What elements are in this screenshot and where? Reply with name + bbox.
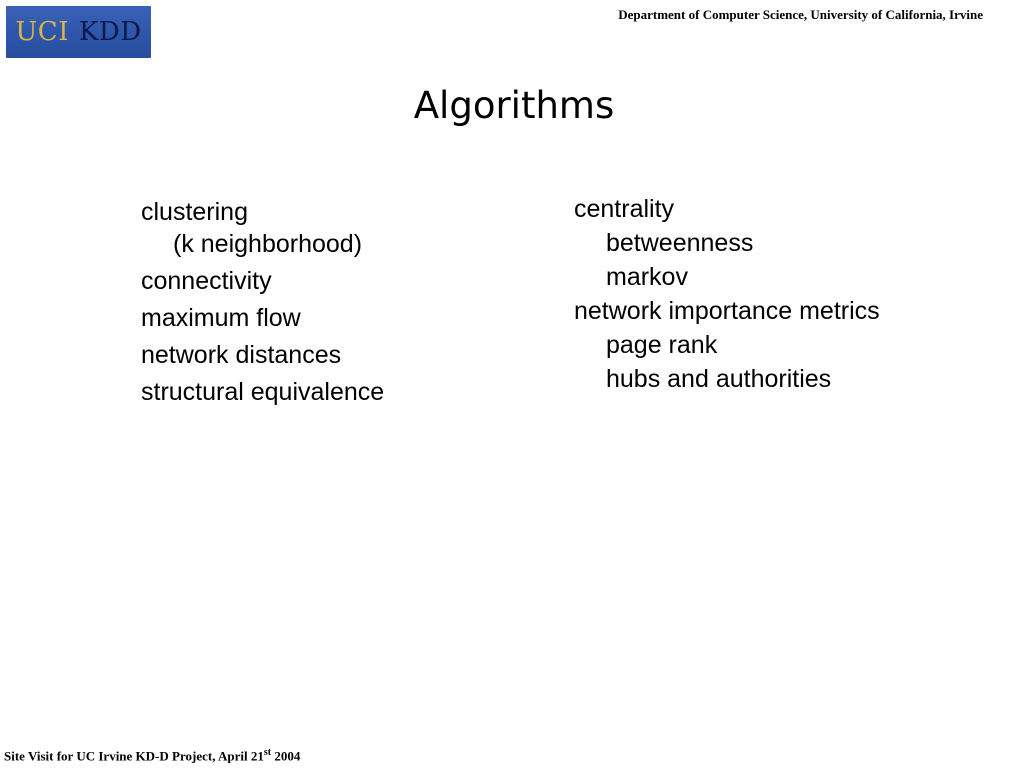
list-item-connectivity: connectivity bbox=[141, 267, 272, 295]
list-item-centrality: centrality bbox=[574, 195, 675, 223]
list-item-clustering: clustering bbox=[141, 198, 248, 226]
left-algorithm-list bbox=[141, 196, 384, 413]
slide-footer bbox=[4, 747, 300, 764]
uci-kdd-logo bbox=[6, 6, 151, 58]
list-subitem-k-neighborhood: (k neighborhood) bbox=[173, 230, 363, 258]
footer-year: 2004 bbox=[271, 748, 301, 763]
list-subitem-hubs-and-authorities: hubs and authorities bbox=[606, 365, 832, 393]
footer-superscript: st bbox=[263, 746, 272, 758]
list-subitem-page-rank: page rank bbox=[606, 331, 718, 359]
slide-title: Algorithms bbox=[413, 84, 615, 127]
logo-kdd-text: KDD bbox=[78, 17, 142, 47]
footer-text: Site Visit for UC Irvine KD-D Project, April 21 bbox=[4, 748, 264, 763]
list-item-network-distances: network distances bbox=[141, 341, 342, 369]
list-item-structural-equivalence: structural equivalence bbox=[141, 378, 385, 406]
logo-uci-text: UCI bbox=[15, 17, 69, 47]
department-header: Department of Computer Science, University of California, Irvine bbox=[618, 7, 983, 22]
list-subitem-markov: markov bbox=[606, 263, 688, 291]
right-algorithm-list bbox=[574, 192, 880, 396]
list-item-network-importance-metrics: network importance metrics bbox=[574, 297, 880, 325]
list-item-maximum-flow: maximum flow bbox=[141, 304, 301, 332]
list-subitem-betweenness: betweenness bbox=[606, 229, 754, 257]
